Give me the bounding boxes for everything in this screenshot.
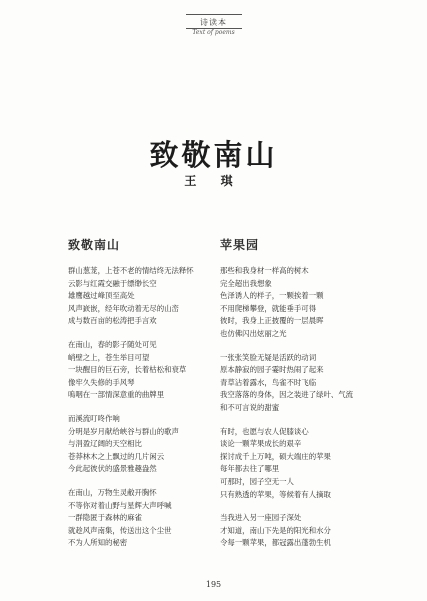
poem-body — [220, 265, 400, 550]
running-header — [0, 14, 427, 36]
poem-line: 只有熟透的苹果，等候着有人摘取 — [220, 489, 331, 499]
poem-line: 群山葱茏，上苍不老的情结终无法释怀 — [68, 266, 194, 275]
poem-line: 那些和我身材一样高的树木 — [220, 266, 309, 275]
poem-line: 和不可言说的甜蜜 — [220, 402, 280, 412]
stanza — [68, 413, 238, 476]
poem-line: 与涓盈辽阔的天空相比 — [68, 439, 142, 449]
poem-line: 分明是岁月献给峡谷与群山的歌声 — [68, 426, 179, 436]
poem-line: 风声嶔嵌，经年吹动着无尽的山峦 — [68, 303, 179, 313]
stanza — [68, 339, 238, 402]
stanza — [220, 265, 400, 341]
poem-line: 在南山，万物生灵敝开胸怀 — [68, 487, 157, 497]
header-rule-top — [186, 14, 242, 15]
stanza — [220, 426, 400, 502]
poem-body — [68, 265, 238, 550]
stanza — [68, 265, 238, 328]
poem-line: 一张张笑脸无疑是活跃的动词 — [220, 352, 317, 362]
poem-line: 不等你对着山野与星辉大声呼喊 — [68, 500, 172, 510]
poem-line: 今此起彼伏的盛景雅趣盎然 — [68, 464, 157, 474]
poem-line: 雄鹰越过峰顶至高处 — [68, 291, 135, 301]
poem-line: 当我进入另一座园子深处 — [220, 513, 302, 523]
poem-line: 不为人所知的秘密 — [68, 538, 128, 548]
poem-line: 而溪流叮咚作响 — [68, 413, 120, 423]
article-title: 致敬南山 — [149, 138, 278, 172]
poem-line: 色泽诱人的样子，一颗挨着一颗 — [220, 291, 324, 301]
poem-line: 每年都去往了哪里 — [220, 464, 280, 474]
poem-line: 一群隐匿于森林的麻雀 — [68, 513, 142, 523]
poem-line: 彼时，我身上正披覆的一层晨晖 — [220, 316, 324, 326]
poem-line: 完全超出我想象 — [220, 278, 272, 288]
poem-line: 谈论一颗苹果成长的艰辛 — [220, 439, 302, 449]
poem-line: 苍莽林木之上飘过的几片闲云 — [68, 451, 165, 461]
column-name: 诗读本 — [200, 18, 227, 27]
author-name: 王 琪 — [184, 174, 243, 188]
page-number: 195 — [205, 580, 222, 589]
poem-title: 苹果园 — [220, 238, 260, 252]
poem-line: 青草沾着露水，鸟雀不时飞临 — [220, 377, 317, 387]
poem-line: 也仿佛闪出炫丽之光 — [220, 328, 287, 338]
poem-line: 可那时，园子空无一人 — [220, 476, 294, 486]
poem-line: 在南山，春的影子随处可见 — [68, 339, 157, 349]
poem-line: 嗚咽在一部情深意重的曲牌里 — [68, 390, 165, 400]
column-name-en: Text of poems — [192, 29, 235, 36]
poem-line: 我空落落的身体，因之装进了绿叶、气流 — [220, 390, 354, 400]
poem-title: 致敬南山 — [68, 238, 121, 252]
poem-line: 云影与红霞交融于缥缈长空 — [68, 278, 157, 288]
poem-line: 有时，也愿与农人促膝谈心 — [220, 426, 309, 436]
poem-line: 就趁风声南集，传送出这个尘世 — [68, 525, 172, 535]
poem-line: 峭壁之上，苍生举目可望 — [68, 352, 150, 362]
poem-line: 才知道，南山下先是的阳光和水分 — [220, 525, 331, 535]
poem-line: 像牢久失修的手风琴 — [68, 377, 135, 387]
poem-line: 成与数百亩的松涛把手言欢 — [68, 316, 157, 326]
poem-line: 探讨成千上万吨，硕大端庄的苹果 — [220, 451, 331, 461]
poem-column-right — [220, 236, 400, 561]
poem-line: 令每一颗苹果，都冠露出蓬勃生机 — [220, 538, 331, 548]
stanza — [220, 512, 400, 550]
poem-line: 不用爬梯攀登，就能垂手可得 — [220, 303, 317, 313]
poem-column-left — [68, 236, 238, 561]
poem-line: 一块醒目的巨石旁，长着枯松和衰草 — [68, 365, 187, 375]
stanza — [220, 352, 400, 415]
stanza — [68, 487, 238, 550]
poem-line: 原本静寂的园子霎时热闹了起来 — [220, 365, 324, 375]
